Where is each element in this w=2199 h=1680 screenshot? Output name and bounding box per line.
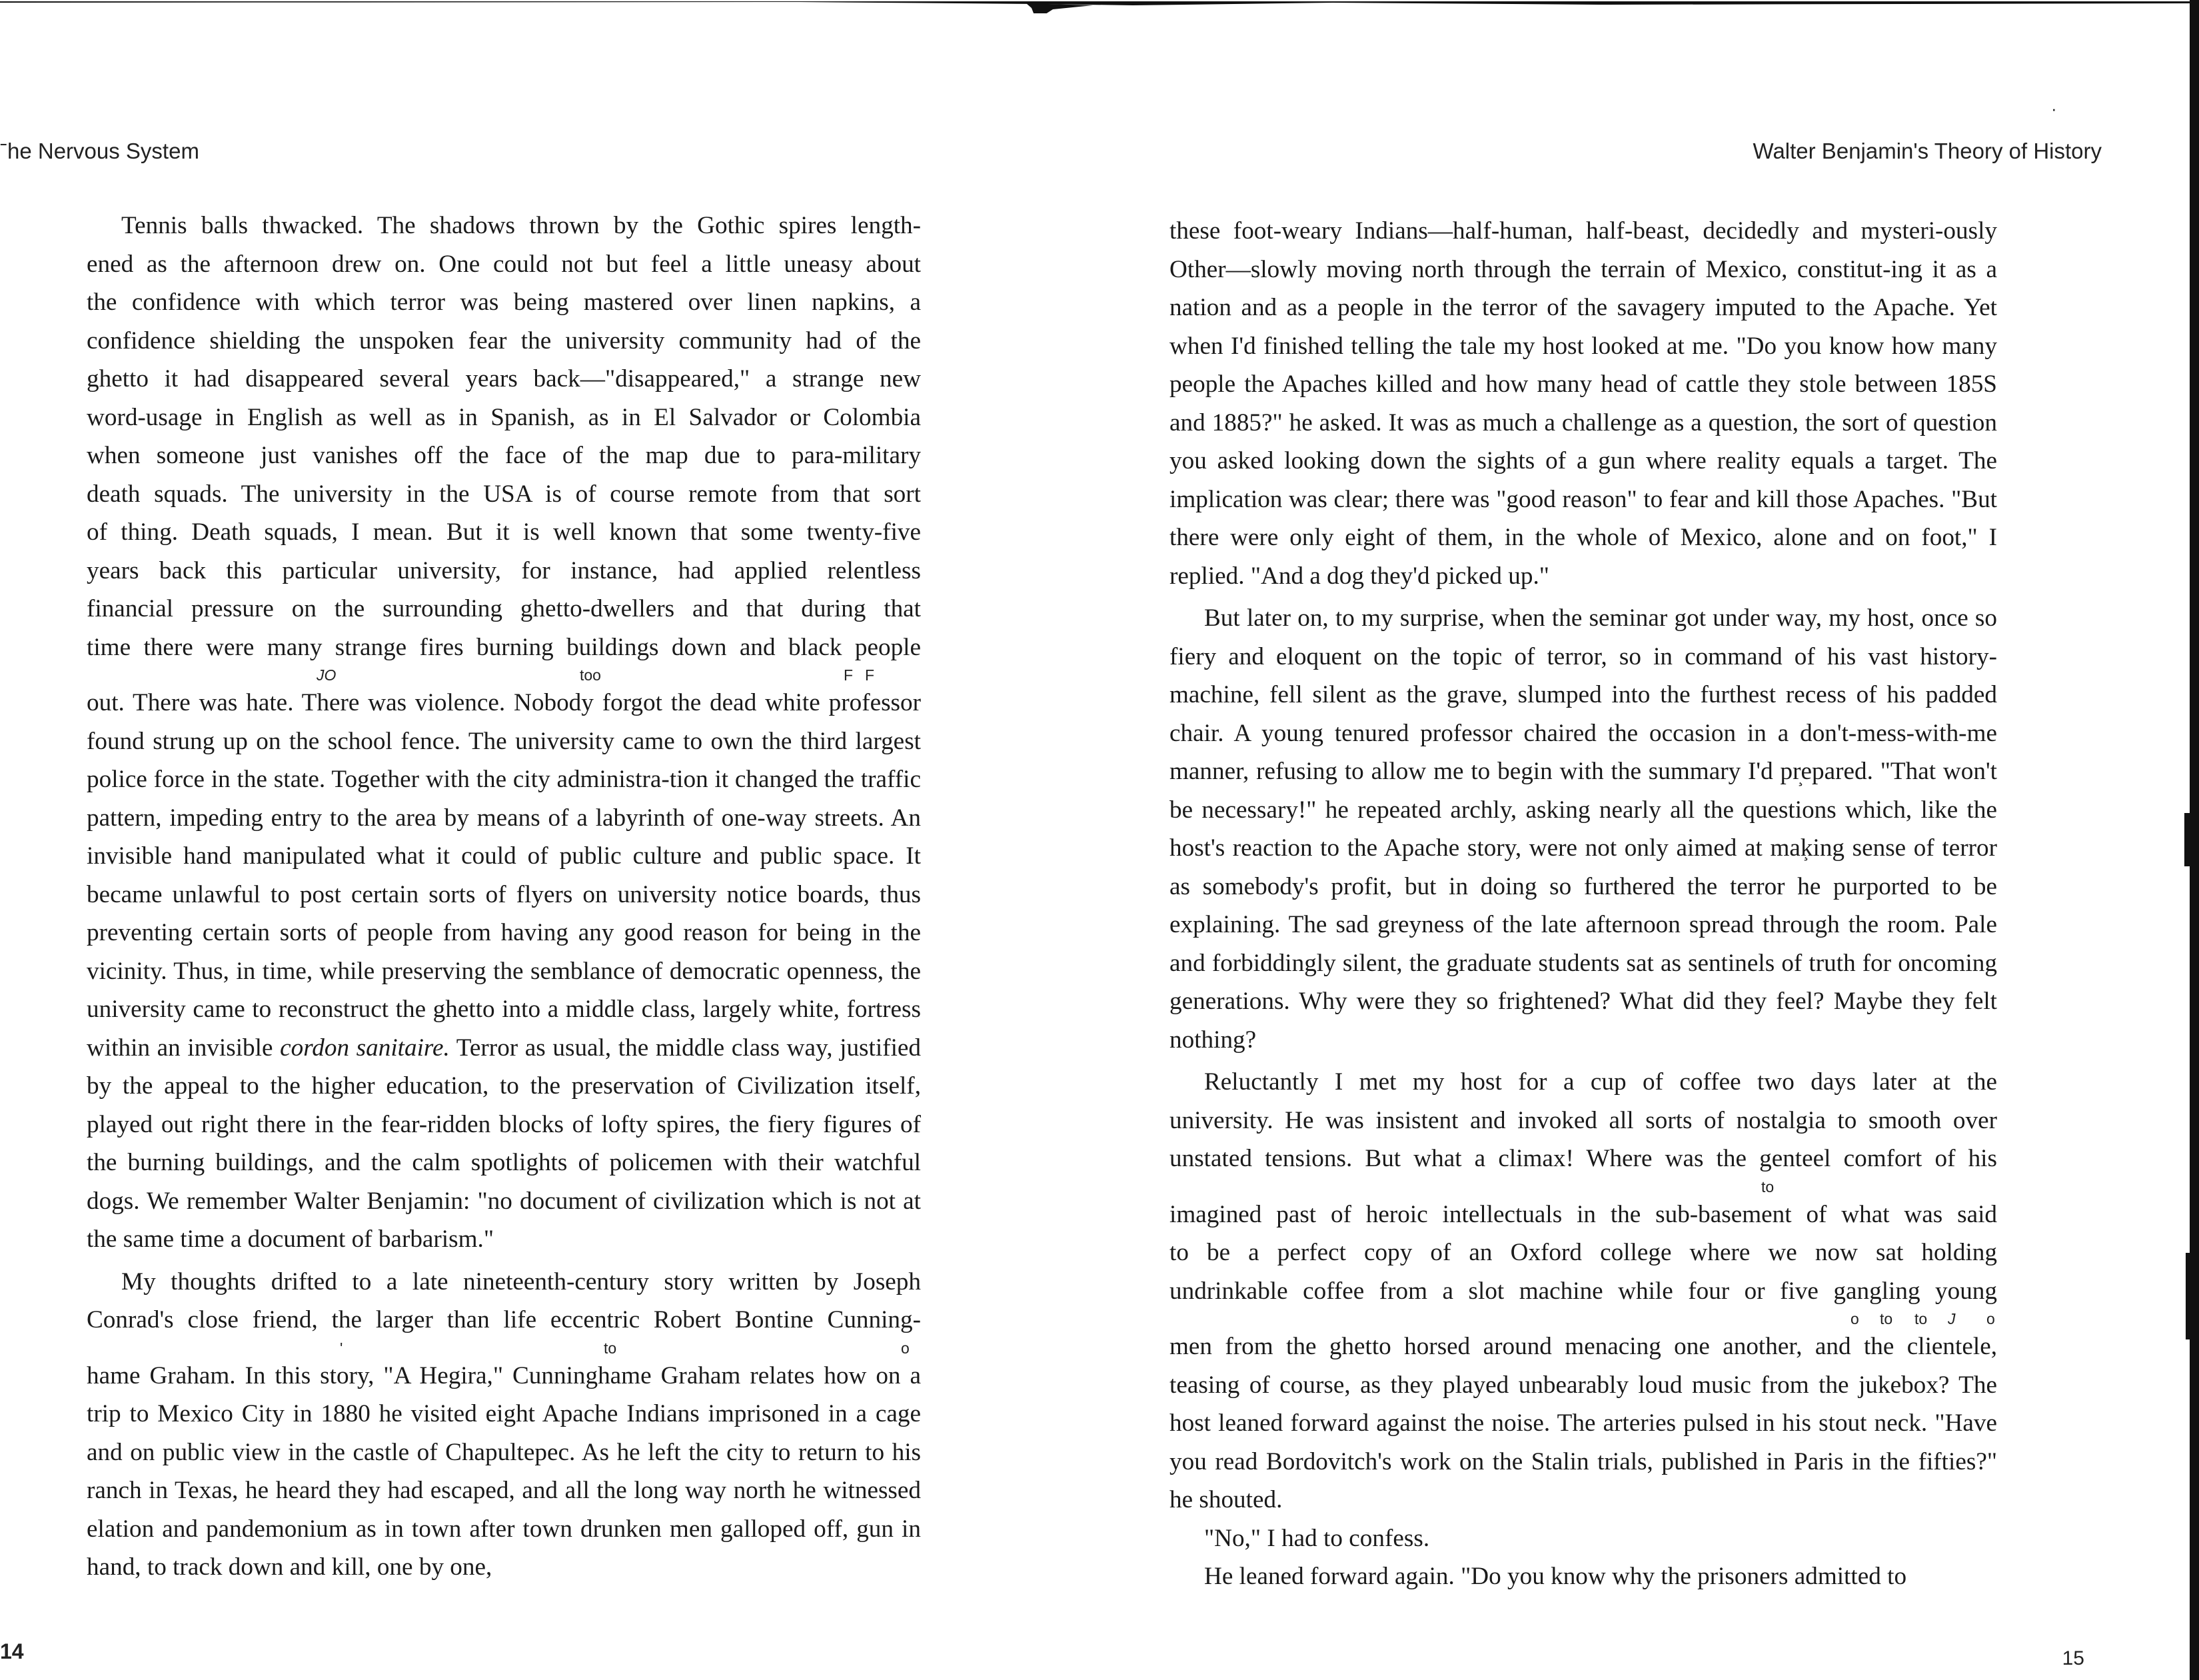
right-page-number: 15 bbox=[2062, 1647, 2084, 1669]
scan-noise-mark: to bbox=[1761, 1178, 1775, 1196]
italic-phrase: cordon sanitaire. bbox=[280, 1034, 450, 1062]
scan-noise-mark: F bbox=[865, 666, 875, 684]
paragraph: these foot-weary Indians—half-human, half-beast, decidedly and mysteri-ously Other—slowly moving north through the terrain of Mexico, constitut-ing it as a nation and as a people in the terror of the savagery imputed to the Apache. Yet when I'd finished telling the tale my host looked at me. "Do you know how many people the Apaches killed and how many head of cattle they stole between 185S and 1885?" he asked. It was as much a challenge as a question, the sort of question you asked looking down the sights of a gun where reality equals a target. The implication was clear; there was "good reason" to fear and kill those Apaches. "But there were only eight of them, in the whole of Mexico, alone and on foot," I replied. "And a dog they'd picked up." bbox=[1169, 217, 1997, 590]
paragraph: He leaned forward again. "Do you know why the prisoners admitted to bbox=[1204, 1563, 1907, 1590]
scan-noise-mark: o bbox=[1986, 1310, 1995, 1327]
scan-noise-mark: too bbox=[580, 666, 601, 684]
text-line: the confidence with which terror was being mastered over linen napkins, a bbox=[87, 289, 921, 316]
scan-noise-line bbox=[1169, 1178, 1997, 1196]
scan-noise-mark: to bbox=[604, 1339, 617, 1357]
text-line: death squads. The university in the USA is of course remote from that sort bbox=[87, 480, 921, 508]
left-page-number: 14 bbox=[0, 1639, 24, 1663]
scan-noise-mark: o bbox=[901, 1339, 910, 1357]
text-line: word-usage in English as well as in Spanish, as in El Salvador or Colombia bbox=[87, 403, 921, 431]
scan-right-edge-tick bbox=[2186, 1253, 2191, 1339]
text-line: unstated tensions. But what a climax! Where was the genteel comfort of his bbox=[1169, 1145, 1997, 1172]
paragraph-text-run: Terror as usual, the middle class way, justified by the appeal to the higher education, to the preservation of Civilization itself, played out right there in the fear-ridden blocks of lofty spires, the fiery figures of the burning buildings, and the calm spotlights of policemen with their watchful dogs. We remember Walter Benjamin: "no document of civilization which is not at the same time a document of barbarism." bbox=[87, 1034, 921, 1253]
text-line: ghetto it had disappeared several years back—"disappeared," a strange new bbox=[87, 365, 921, 393]
paragraph: "No," I had to confess. bbox=[1204, 1524, 1430, 1552]
text-line: to be a perfect copy of an Oxford college where we now sat holding bbox=[1169, 1239, 1997, 1266]
scan-noise-mark: JO bbox=[317, 666, 337, 684]
scan-noise-line bbox=[87, 1339, 921, 1357]
left-body-text bbox=[87, 207, 921, 1587]
text-line: confidence shielding the unspoken fear the university community had of the bbox=[87, 327, 921, 355]
scan-right-edge-tick bbox=[2184, 813, 2191, 866]
paragraph bbox=[87, 1263, 921, 1587]
text-line: of thing. Death squads, I mean. But it is well known that some twenty-five bbox=[87, 518, 921, 546]
left-running-head: ˉhe Nervous System bbox=[0, 139, 199, 163]
text-line: Reluctantly I met my host for a cup of coffee two days later at the bbox=[1204, 1068, 1997, 1096]
scan-noise-mark: J bbox=[1948, 1310, 1956, 1327]
text-line: university. He was insistent and invoked all sorts of nostalgia to smooth over bbox=[1169, 1106, 1997, 1134]
scan-right-edge bbox=[2184, 0, 2199, 1680]
right-running-head: Walter Benjamin's Theory of History bbox=[1753, 139, 2102, 163]
right-body-text bbox=[1169, 212, 1997, 1596]
paragraph-text: hame Graham. In this story, "A Hegira," Cunninghame Graham relates how on a trip to Mexico City in 1880 he visited eight Apache Indians imprisoned in a cage and on public view in the castle of Chapultepec. As he left the city to return to his ranch in Texas, he heard they had escaped, and all the long way north he witnessed elation and pandemonium as in town after town drunken men galloped off, gun in hand, to track down and kill, one by one, bbox=[87, 1361, 921, 1581]
text-line: when someone just vanishes off the face of the map due to para-military bbox=[87, 442, 921, 469]
text-line: undrinkable coffee from a slot machine while four or five gangling young bbox=[1169, 1277, 1997, 1305]
scan-noise-mark: F bbox=[844, 666, 854, 684]
text-line: Tennis balls thwacked. The shadows thrown by the Gothic spires length- bbox=[121, 212, 921, 239]
paragraph-text bbox=[87, 684, 921, 1259]
scan-noise-mark: o bbox=[1850, 1310, 1859, 1327]
text-line: years back this particular university, for instance, had applied relentless bbox=[87, 556, 921, 584]
scan-noise-mark: ' bbox=[340, 1339, 343, 1357]
text-line: financial pressure on the surrounding ghetto-dwellers and that during that bbox=[87, 595, 921, 622]
scan-noise-line bbox=[87, 666, 921, 684]
text-line: ened as the afternoon drew on. One could not but feel a little uneasy about bbox=[87, 250, 921, 278]
scan-noise-mark: to bbox=[1914, 1310, 1928, 1327]
scan-noise-line bbox=[1169, 1310, 1997, 1327]
text-line: imagined past of heroic intellectuals in the sub-basement of what was said bbox=[1169, 1200, 1997, 1228]
right-page bbox=[1100, 0, 2184, 1680]
stray-dot-mark: · bbox=[2051, 99, 2057, 119]
paragraph: But later on, to my surprise, when the seminar got under way, my host, once so fiery and eloquent on the topic of terror, so in command of his vast history-machine, fell silent as the grave, slumped into the furthest recess of his padded chair. A young tenured professor chaired the occasion in a don't-mess-with-me manner, refusing to allow me to begin with the summary I'd prepared. "That won't be necessary!" he repeated archly, asking nearly all the questions which, like the host's reaction to the Apache story, were not only aimed at making sense of terror as somebody's profit, but in doing so furthered the terror he purported to be explaining. The sad greyness of the late afternoon spread through the room. Pale and forbiddingly silent, the graduate students sat as sentinels of truth for oncoming generations. Why were they so frightened? What did they feel? Maybe they felt nothing? bbox=[1169, 604, 1997, 1054]
text-line: Conrad's close friend, the larger than life eccentric Robert Bontine Cunning- bbox=[87, 1306, 921, 1333]
paragraph bbox=[1169, 1063, 1997, 1519]
paragraph-text-run: out. There was hate. There was violence. Nobody forgot the dead white professor found strung up on the school fence. The university came to own the third largest police force in the state. Together with the city administra-tion it changed the traffic pattern, impeding entry to the area by means of a labyrinth of one-way streets. An invisible hand manipulated what it could of public culture and public space. It became unlawful to post certain sorts of flyers on university notice boards, thus preventing certain sorts of people from having any good reason for being in the vicinity. Thus, in time, while preserving the semblance of democratic openness, the university came to reconstruct the ghetto into a middle class, largely white, fortress within an invisible bbox=[87, 689, 921, 1062]
text-line: time there were many strange fires burning buildings down and black people bbox=[87, 633, 921, 661]
text-line: My thoughts drifted to a late nineteenth-century story written by Joseph bbox=[121, 1267, 921, 1295]
paragraph bbox=[87, 207, 921, 1259]
scan-noise-mark: to bbox=[1880, 1310, 1893, 1327]
paragraph-text: men from the ghetto horsed around menacing one another, and the clientele, teasing of course, as they played unbearably loud music from the jukebox? The host leaned forward against the noise. The arteries pulsed in his stout neck. "Have you read Bordovitch's work on the Stalin trials, published in Paris in the fifties?" he shouted. bbox=[1169, 1333, 1997, 1513]
scan-right-edge-bar bbox=[2190, 0, 2199, 1680]
